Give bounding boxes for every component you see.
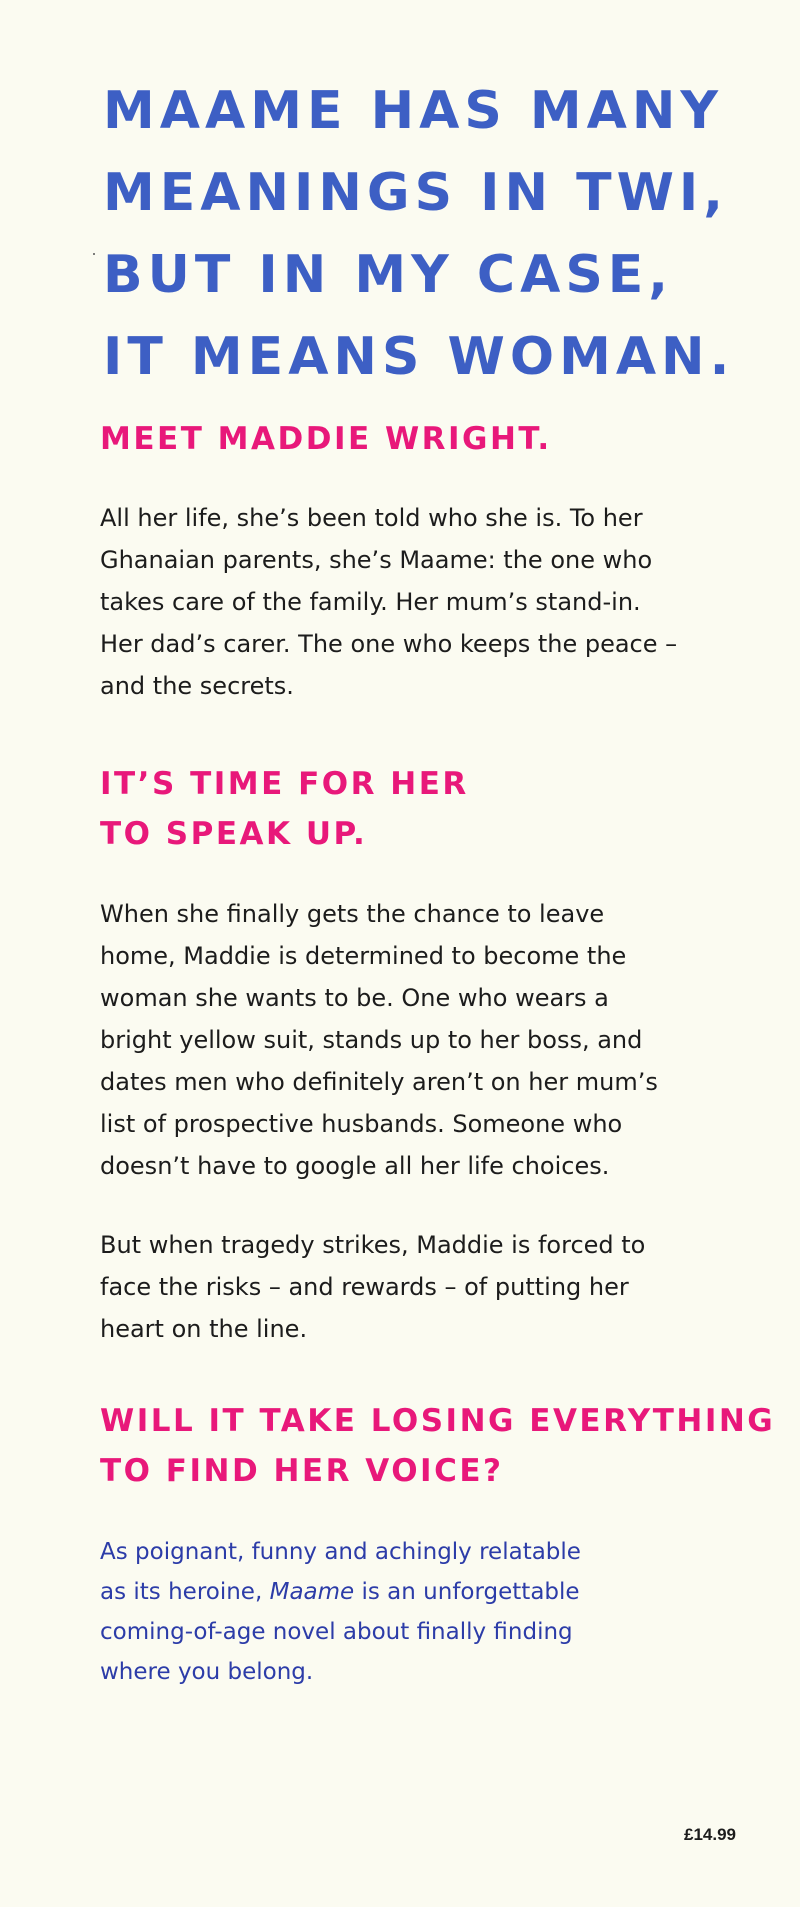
headline-line: IT MEANS WOMAN. <box>103 327 735 387</box>
subhead-speak-up <box>100 759 469 859</box>
text-line: list of prospective husbands. Someone who <box>100 1110 623 1138</box>
subhead-voice <box>100 1396 775 1496</box>
headline-line: BUT IN MY CASE, <box>103 245 674 305</box>
subhead-line: MEET MADDIE WRIGHT. <box>100 421 552 457</box>
text-line: bright yellow suit, stands up to her boss, and <box>100 1026 643 1054</box>
blurb-line <box>100 1572 760 1612</box>
text-line: But when tragedy strikes, Maddie is forced to <box>100 1231 646 1259</box>
text-line: heart on the line. <box>100 1315 308 1343</box>
subhead-line: TO SPEAK UP. <box>100 816 368 852</box>
text-line: takes care of the family. Her mum’s stand-in. <box>100 588 641 616</box>
text-line: home, Maddie is determined to become the <box>100 942 627 970</box>
text-line: Her dad’s carer. The one who keeps the peace – <box>100 630 678 658</box>
text-line: face the risks – and rewards – of putting her <box>100 1273 629 1301</box>
subhead-line: IT’S TIME FOR HER <box>100 766 469 802</box>
blurb-paragraph <box>100 1532 760 1692</box>
paragraph-meet <box>100 497 760 707</box>
blurb-text: as its heroine, <box>100 1579 270 1605</box>
text-line: woman she wants to be. One who wears a <box>100 984 609 1012</box>
headline-line: MEANINGS IN TWI, <box>103 163 729 223</box>
text-line: When she finally gets the chance to leave <box>100 900 605 928</box>
headline-line: MAAME HAS MANY <box>103 81 724 141</box>
price-label: £14.99 <box>684 1825 736 1844</box>
headline <box>103 70 743 398</box>
text-line: doesn’t have to google all her life choices. <box>100 1152 610 1180</box>
subhead-meet <box>100 414 552 464</box>
blurb-line: As poignant, funny and achingly relatable <box>100 1539 581 1565</box>
text-line: Ghanaian parents, she’s Maame: the one who <box>100 546 653 574</box>
print-speck <box>93 253 95 255</box>
text-line: All her life, she’s been told who she is. To her <box>100 504 643 532</box>
text-line: and the secrets. <box>100 672 294 700</box>
subhead-line: TO FIND HER VOICE? <box>100 1453 504 1489</box>
book-title: Maame <box>269 1579 355 1605</box>
subhead-line: WILL IT TAKE LOSING EVERYTHING <box>100 1403 776 1439</box>
blurb-text: is an unforgettable <box>354 1579 580 1605</box>
text-line: dates men who definitely aren’t on her mum’s <box>100 1068 658 1096</box>
blurb-line: coming-of-age novel about finally finding <box>100 1619 573 1645</box>
paragraph-speak-up <box>100 893 760 1187</box>
paragraph-tragedy <box>100 1224 760 1350</box>
blurb-line: where you belong. <box>100 1659 314 1685</box>
